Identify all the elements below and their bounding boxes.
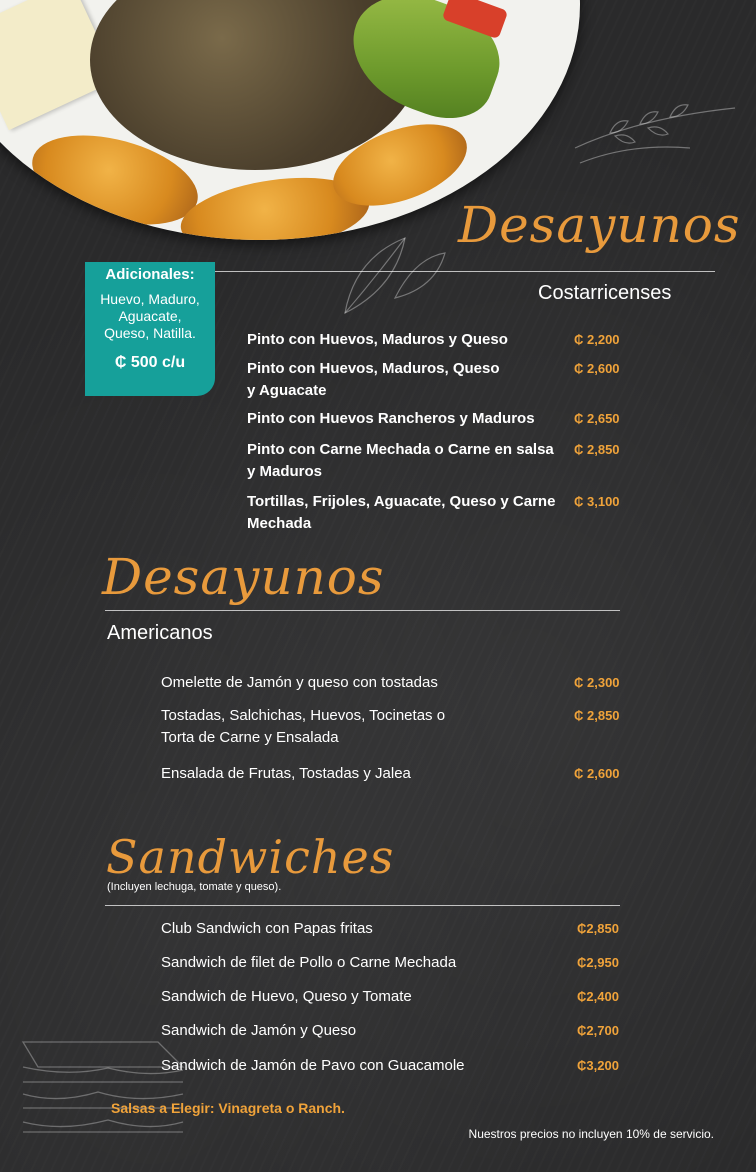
menu-item-price: ₵ 3,100 <box>574 494 620 509</box>
menu-item-name: Pinto con Carne Mechada o Carne en salsa y Maduros <box>247 441 554 480</box>
menu-item-price: ₵2,700 <box>577 1023 619 1038</box>
menu-item-name: Sandwich de Jamón y Queso <box>161 1022 357 1039</box>
menu-item-price: ₵ 2,850 <box>574 442 620 457</box>
divider <box>105 610 620 611</box>
menu-item-name: Pinto con Huevos Rancheros y Maduros <box>247 410 535 427</box>
menu-item-price: ₵3,200 <box>577 1058 619 1073</box>
adicionales-box <box>85 262 215 396</box>
menu-item-price: ₵ 2,650 <box>574 411 620 426</box>
section-subtitle-costarricenses: Costarricenses <box>538 282 672 304</box>
adicionales-items: Huevo, Maduro, Aguacate, Queso, Natilla. <box>100 291 200 341</box>
herb-sprig-icon <box>570 88 740 168</box>
menu-item-price: ₵ 2,600 <box>574 361 620 376</box>
menu-item-price: ₵ 2,200 <box>574 332 620 347</box>
section-title-sandwiches: Sandwiches <box>106 830 395 884</box>
menu-item-name: Club Sandwich con Papas fritas <box>161 920 373 937</box>
adicionales-heading: Adicionales: <box>105 266 195 283</box>
menu-item-price: ₵2,400 <box>577 989 619 1004</box>
section-title-desayunos-costarricenses: Desayunos <box>458 196 741 254</box>
sauces-note: Salsas a Elegir: Vinagreta o Ranch. <box>111 1100 345 1116</box>
sandwiches-note: (Incluyen lechuga, tomate y queso). <box>107 881 282 893</box>
menu-item-name: Sandwich de filet de Pollo o Carne Mechada <box>161 954 457 971</box>
menu-item-price: ₵ 2,300 <box>574 675 620 690</box>
menu-item-name: Sandwich de Huevo, Queso y Tomate <box>161 988 412 1005</box>
menu-item-name: Tostadas, Salchichas, Huevos, Tocinetas o Torta de Carne y Ensalada <box>161 707 446 746</box>
menu-item-price: ₵ 2,850 <box>574 708 620 723</box>
menu-item-name: Pinto con Huevos, Maduros, Queso y Aguacate <box>247 360 500 399</box>
menu-item-name: Tortillas, Frijoles, Aguacate, Queso y Carne Mechada <box>247 493 556 532</box>
leaf-icon <box>335 228 450 318</box>
menu-item-name: Ensalada de Frutas, Tostadas y Jalea <box>161 765 411 782</box>
adicionales-price: ₵ 500 c/u <box>114 354 186 371</box>
service-note: Nuestros precios no incluyen 10% de servicio. <box>468 1127 714 1141</box>
sandwich-sketch-icon <box>18 1032 188 1142</box>
section-subtitle-americanos: Americanos <box>107 622 213 644</box>
divider <box>105 905 620 906</box>
menu-item-name: Sandwich de Jamón de Pavo con Guacamole <box>161 1057 465 1074</box>
menu-item-name: Pinto con Huevos, Maduros y Queso <box>247 331 508 348</box>
menu-item-name: Omelette de Jamón y queso con tostadas <box>161 674 438 691</box>
adicionales-list <box>85 291 215 342</box>
menu-item-price: ₵2,850 <box>577 921 619 936</box>
section-title-desayunos-americanos: Desayunos <box>102 548 385 606</box>
divider <box>215 271 715 272</box>
menu-item-price: ₵ 2,600 <box>574 766 620 781</box>
menu-item-price: ₵2,950 <box>577 955 619 970</box>
